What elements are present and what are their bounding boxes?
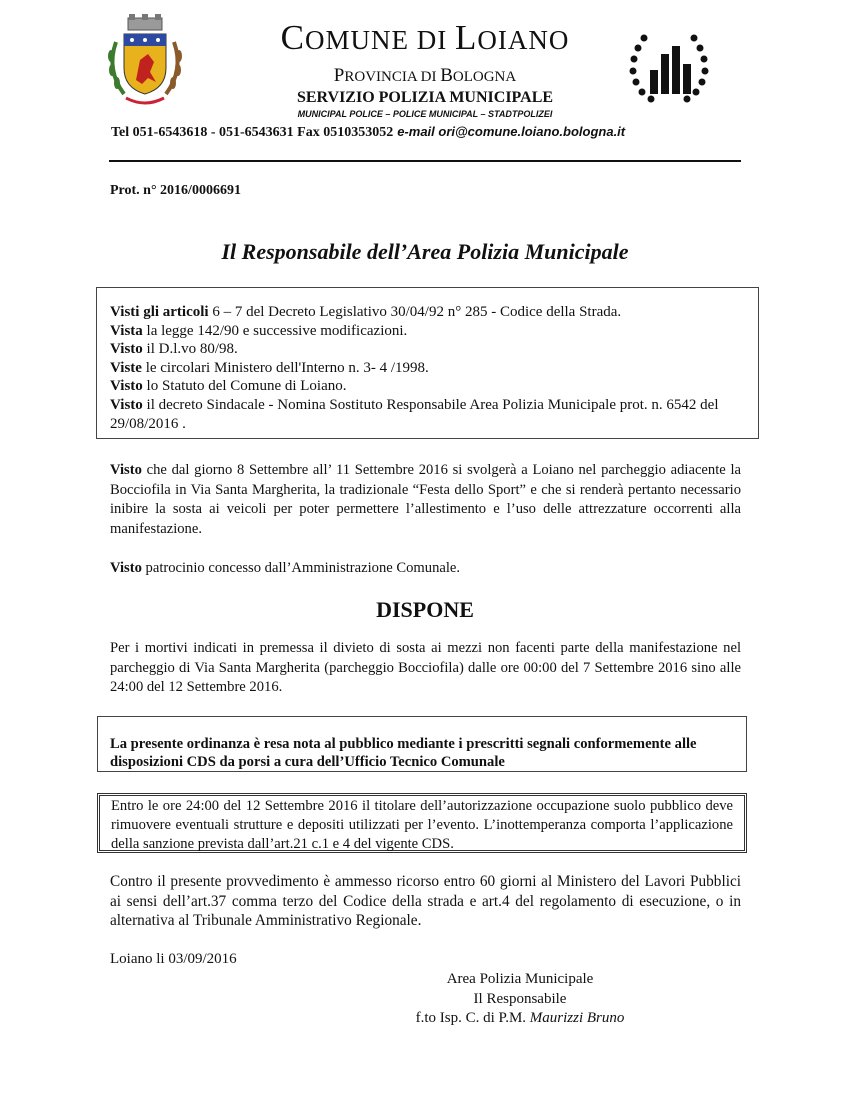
visti-line: Visto il decreto Sindacale - Nomina Sostituto Responsabile Area Polizia Municipale prot. n. 6542 del 29/08/2016 . bbox=[110, 396, 719, 432]
appeal-paragraph: Contro il presente provvedimento è ammesso ricorso entro 60 giorni al Ministero del Lavori Pubblici ai sensi dell’art.37 comma terzo del Codice della strada e art.4 del regolamento di esecuzione, o in alternativa al Tribunale Amministrativo Regionale. bbox=[110, 873, 741, 929]
signature-name: f.to Isp. C. di P.M. Maurizzi Bruno bbox=[415, 1010, 625, 1026]
signature-block bbox=[355, 970, 685, 1029]
visti-box bbox=[96, 287, 759, 439]
municipality-title: COMUNE DI LOIANO bbox=[280, 18, 570, 57]
contact-line bbox=[111, 124, 625, 141]
phone-fax: Tel 051-6543618 - 051-6543631 Fax 0510353052 bbox=[111, 125, 394, 140]
document-heading: Il Responsabile dell’Area Polizia Municipale bbox=[221, 239, 629, 264]
notice-box: La presente ordinanza è resa nota al pubblico mediante i prescritti segnali conformemente alle disposizioni CDS da porsi a cura dell’Ufficio Tecnico Comunale bbox=[97, 716, 747, 772]
header-divider bbox=[109, 160, 741, 162]
visti-line: Visto il D.l.vo 80/98. bbox=[110, 341, 238, 358]
visto-patrocinio-paragraph: Visto patrocinio concesso dall’Amministrazione Comunale. bbox=[110, 560, 461, 576]
visti-line: Viste le circolari Ministero dell'Interno n. 3- 4 /1998. bbox=[110, 359, 429, 376]
dispone-heading: DISPONE bbox=[376, 597, 474, 622]
visto-festa-paragraph: Visto che dal giorno 8 Settembre all’ 11 Settembre 2016 si svolgerà a Loiano nel parcheggio adiacente la Bocciofila in Via Santa Margherita, la tradizionale “Festa dello Sport” e che si renderà pertanto necessario inibire la sosta ai veicoli per poter permettere l’allestimento e l’uso delle attrezzature occorrenti alla manifestazione. bbox=[110, 462, 741, 537]
removal-box: Entro le ore 24:00 del 12 Settembre 2016 il titolare dell’autorizzazione occupazione suolo pubblico deve rimuovere eventuali strutture e depositi utilizzati per l’evento. L’inottemperanza comporta l’applicazione della sanzione prevista dall’art.21 c.1 e 4 del vigente CDS. bbox=[97, 793, 747, 853]
visti-line: Visto lo Statuto del Comune di Loiano. bbox=[110, 378, 347, 395]
signature-role: Il Responsabile bbox=[473, 990, 567, 1007]
protocol-number: Prot. n° 2016/0006691 bbox=[110, 183, 241, 198]
email-address: e-mail ori@comune.loiano.bologna.it bbox=[397, 124, 626, 139]
place-date: Loiano li 03/09/2016 bbox=[110, 951, 237, 967]
visti-line: Vista la legge 142/90 e successive modificazioni. bbox=[110, 322, 408, 339]
service-name: SERVIZIO POLIZIA MUNICIPALE bbox=[296, 89, 554, 106]
signature-office: Area Polizia Municipale bbox=[446, 971, 594, 987]
province-line: PROVINCIA DI BOLOGNA bbox=[333, 65, 517, 86]
dispone-paragraph: Per i mortivi indicati in premessa il divieto di sosta ai mezzi non facenti parte della manifestazione nel parcheggio di Via Santa Margherita (parcheggio Bocciofila) dalle ore 00:00 del 7 Settembre 2016 sino alle 24:00 del 12 Settembre 2016. bbox=[110, 640, 741, 696]
visti-line: Visti gli articoli 6 – 7 del Decreto Legislativo 30/04/92 n° 285 - Codice della Strada. bbox=[110, 304, 622, 320]
service-subtitle: MUNICIPAL POLICE – POLICE MUNICIPAL – STADTPOLIZEI bbox=[297, 109, 553, 119]
